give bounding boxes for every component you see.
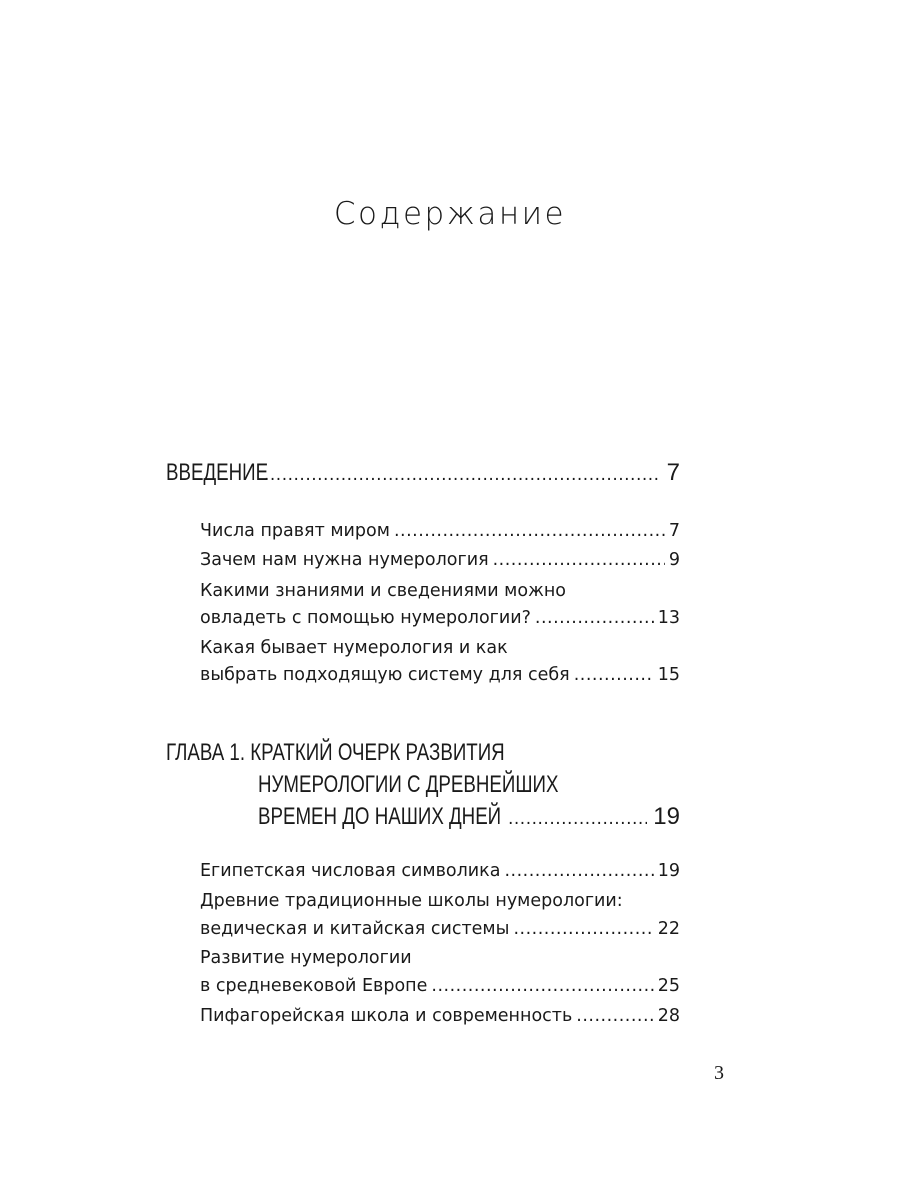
leader-dots — [508, 802, 647, 836]
toc-item[interactable] — [200, 971, 680, 1001]
toc-item-page: 7 — [668, 521, 680, 541]
toc-item-label-line1: Какая бывает нумерология и как — [200, 638, 508, 658]
toc-item-label: Египетская числовая символика — [200, 861, 501, 881]
toc-item[interactable] — [200, 914, 680, 944]
toc-item[interactable] — [200, 516, 680, 546]
leader-dots — [574, 660, 654, 690]
leader-dots — [513, 914, 653, 944]
toc-item-page: 25 — [657, 976, 680, 996]
toc-item[interactable] — [200, 660, 680, 690]
chapter-heading-line1: ГЛАВА 1. КРАТКИЙ ОЧЕРК РАЗВИТИЯ — [166, 739, 505, 766]
leader-dots — [504, 856, 653, 886]
toc-item-label: Числа правят миром — [200, 521, 390, 541]
toc-item-label: Зачем нам нужна нумерология — [200, 550, 489, 570]
toc-item[interactable] — [200, 1001, 680, 1031]
toc-item-label: в средневековой Европе — [200, 976, 428, 996]
toc-item-label-line1: Какими знаниями и сведениями можно — [200, 581, 566, 601]
leader-dots — [493, 545, 665, 575]
leader-dots — [431, 971, 653, 1001]
leader-dots — [576, 1001, 653, 1031]
toc-item-label-line1: Развитие нумерологии — [200, 948, 412, 968]
toc-item-label: Пифагорейская школа и современность — [200, 1006, 573, 1026]
toc-item[interactable] — [200, 856, 680, 886]
toc-item[interactable] — [200, 603, 680, 633]
toc-item[interactable] — [200, 545, 680, 575]
leader-dots — [264, 458, 661, 492]
section-heading: ВВЕДЕНИЕ — [166, 459, 269, 486]
toc-item-label-line1: Древние традиционные школы нумерологии: — [200, 891, 623, 911]
toc-section-intro[interactable] — [166, 456, 680, 492]
leader-dots — [394, 516, 665, 546]
toc-item-page: 15 — [657, 665, 680, 685]
page-title: Содержание — [333, 196, 567, 232]
section-heading: ВРЕМЕН ДО НАШИХ ДНЕЙ — [258, 803, 502, 830]
section-page: 19 — [653, 803, 680, 830]
chapter-heading-line2: НУМЕРОЛОГИИ С ДРЕВНЕЙШИХ — [258, 771, 559, 798]
toc-item-label: ведическая и китайская системы — [200, 919, 510, 939]
toc-item-page: 9 — [668, 550, 680, 570]
toc-item-page: 28 — [657, 1006, 680, 1026]
leader-dots — [535, 603, 654, 633]
toc-section-chapter1[interactable] — [258, 800, 680, 836]
toc-item-page: 13 — [657, 608, 680, 628]
toc-item-page: 19 — [657, 861, 680, 881]
toc-item-label: выбрать подходящую систему для себя — [200, 665, 570, 685]
section-page: 7 — [666, 459, 680, 486]
toc-item-page: 22 — [657, 919, 680, 939]
toc-item-label: овладеть с помощью нумерологии? — [200, 608, 531, 628]
page-number: 3 — [714, 1062, 724, 1084]
